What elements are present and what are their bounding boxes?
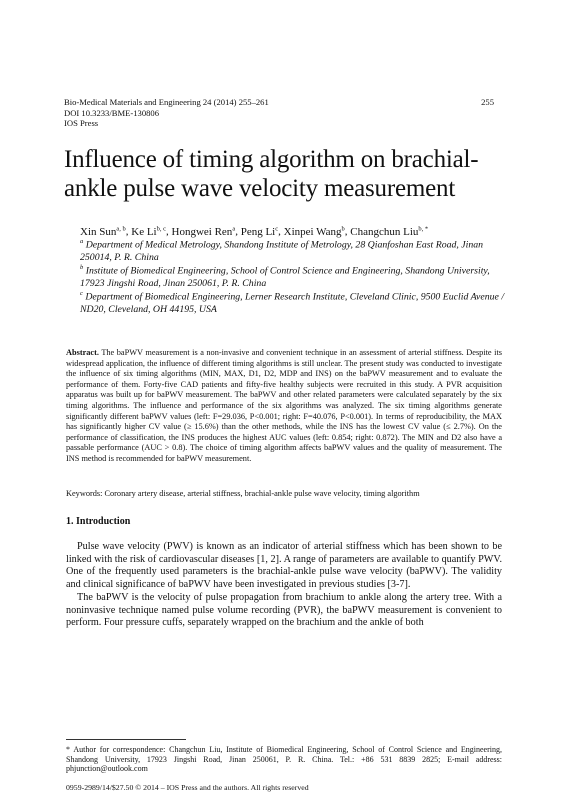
paper-title: Influence of timing algorithm on brachial-ankle pulse wave velocity measurement (64, 146, 479, 202)
affiliation: $^b$ Institute of Biomedical Engineering, School of Control Science and Engineering, Shandong University, 17923 Jingshi Road, Jinan 250061, P. R. China (80, 264, 490, 289)
author: Peng Li$^c$ (240, 225, 279, 238)
affiliation: $^a$ Department of Medical Metrology, Shandong Institute of Metrology, 28 Qianfoshan East Road, Jinan 250014, P. R. China (80, 238, 484, 263)
doi: DOI 10.3233/BME-130806 (64, 107, 160, 118)
publisher: IOS Press (64, 118, 99, 128)
abstract (66, 348, 502, 465)
journal-citation: Bio-Medical Materials and Engineering 24 (2014) 255–261 (64, 97, 269, 107)
abstract-text: The baPWV measurement is a non-invasive and convenient technique in an assessment of arterial stiffness. Despite its widespread application, the influence of different timing algorithms is still unclear. The present study was conducted to investigate the influence of six timing algorithms (MIN, MAX, D1, D2, MDP and INS) on the baPWV measurement and to evaluate the performance of them. Forty-five CAD patients and fifty-five healthy subjects were recruited in this study. A PVR acquisition apparatus was built up for baPWV measurement. The baPWV and other related parameters were calculated separately by the six timing algorithms. The influence and performance of the six algorithms was analyzed. The six timing algorithms generate significantly different baPWV values (left: F=29.036, P<0.001; right: F=40.076, P<0.001). In terms of reproducibility, the MAX has significantly higher CV value (≥ 15.6%) than the other methods, while the INS has the lowest CV value (≤ 2.7%). On the performance of classification, the INS produces the highest AUC values (left: 0.854; right: 0.872). The MIN and D2 also have a passable performance (AUC > 0.8). The choice of timing algorithm affects baPWV values and the quality of measurement. The INS method is recommended for baPWV measurement. (66, 348, 502, 463)
author-list: Xin Sun$^{a, b}$, Ke Li$^{b, c}$, Hongwei Ren$^a$, Peng Li$^c$, Xinpei Wang$^b$, Changchun Liu$^{b, *}$ (80, 225, 429, 238)
keywords: Keywords: Coronary artery disease, arterial stiffness, brachial-ankle pulse wave velocity, timing algorithm (66, 489, 420, 498)
author: Changchun Liu$^{b, *}$ (350, 225, 429, 238)
copyright-line: 0959-2989/14/$27.50 © 2014 – IOS Press and the authors. All rights reserved (66, 783, 309, 792)
author: Xinpei Wang$^b$ (283, 225, 345, 238)
paragraph: The baPWV is the velocity of pulse propagation from brachium to ankle along the artery tree. With a noninvasive technique named pulse volume recording (PVR), the baPWV measurement is convenient to perform. Four pressure cuffs, separately wrapped on the brachium and the ankle of both (66, 591, 502, 629)
abstract-label: Abstract. (66, 348, 99, 357)
author: Ke Li$^{b, c}$ (131, 225, 167, 238)
section-heading: 1. Introduction (66, 516, 131, 527)
footnote: * Author for correspondence: Changchun Liu, Institute of Biomedical Engineering, School of Control Science and Engineering, Shandong University, 17923 Jingshi Road, Jinan 250061, P. R. China. Tel.: +86 531 8839 2825; E-mail address: phjunction@outlook.com (66, 745, 502, 774)
running-header (64, 97, 504, 129)
affiliation: $^c$ Department of Biomedical Engineering, Lerner Research Institute, Cleveland Clinic, 9500 Euclid Avenue / ND20, Cleveland, OH 44195, USA (80, 290, 505, 315)
author: Xin Sun$^{a, b}$ (80, 225, 126, 238)
paragraph: Pulse wave velocity (PWV) is known as an indicator of arterial stiffness which has been shown to be linked with the risk of cardiovascular diseases [1, 2]. A range of parameters are available to quantify PWV. One of the frequently used parameters is the brachial-ankle pulse wave velocity (baPWV). The validity and clinical significance of baPWV have been investigated in previous studies [3-7]. (66, 541, 502, 591)
body-text (66, 541, 502, 630)
author: Hongwei Ren$^a$ (171, 225, 236, 238)
footnote-rule (66, 739, 186, 740)
page-number: 255 (481, 97, 494, 107)
